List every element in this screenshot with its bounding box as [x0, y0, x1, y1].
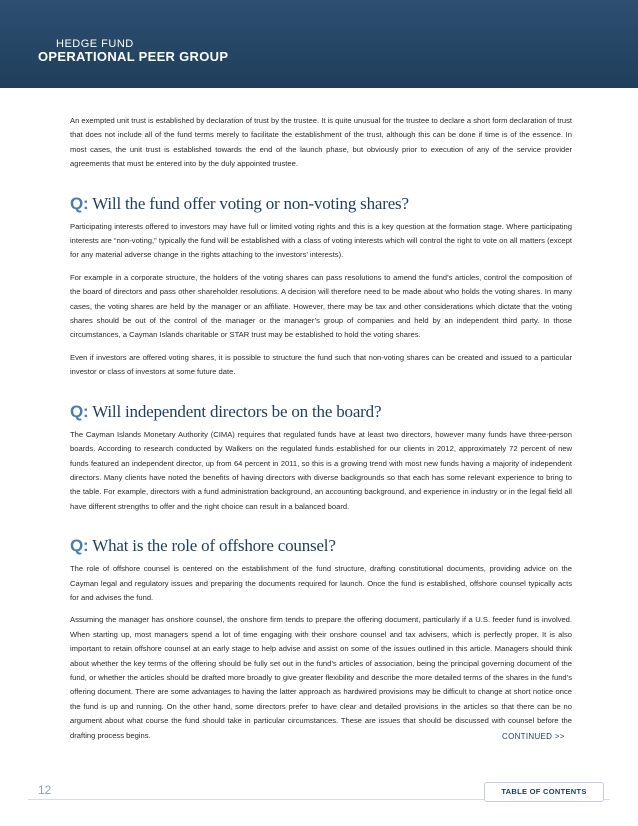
- section-independent-directors: [70, 402, 572, 514]
- brand-line-2: OPERATIONAL PEER GROUP: [38, 49, 229, 64]
- section-voting-shares: [70, 194, 572, 380]
- question-marker: Q:: [70, 536, 89, 556]
- paragraph: Assuming the manager has onshore counsel, the onshore firm tends to prepare the offering document, particularly if a U.S. feeder fund is involved. When starting up, most managers spend a lot of time engaging with their onshore counsel and tax advisers, which is perfectly proper. It is also important to retain offshore counsel at an early stage to help advise and assist on some of the issues outlined in this article. Managers should think about whether the key terms of the offering should be fully set out in the fund’s articles of association, being the principal governing document of the fund, or whether the articles should be drafted more broadly to give greater flexibility and describe the more detailed terms of the shares in the fund’s offering document. There are some advantages to having the latter approach as hardwired provisions may be difficult to change at short notice once the fund is up and running. On the other hand, some directors prefer to have clear and detailed provisions in the articles so that there can be no argument about what course the fund should take in particular circumstances. These are issues that should be discussed with counsel before the drafting process begins.: [70, 615, 572, 740]
- section-offshore-counsel: [70, 536, 572, 743]
- brand-logo: [38, 38, 228, 64]
- page-number: 12: [38, 783, 52, 797]
- continued-link[interactable]: CONTINUED >>: [502, 732, 565, 741]
- article-body: [70, 114, 572, 751]
- question-marker: Q:: [70, 401, 89, 421]
- question-marker: Q:: [70, 193, 89, 213]
- brand-line-1: HEDGE FUND: [56, 38, 134, 50]
- paragraph: For example in a corporate structure, the holders of the voting shares can pass resolutions to amend the fund’s articles, control the composition of the board of directors and pass other shareholder resolutions. A decision will therefore need to be made about who holds the voting shares. In many cases, the voting shares are held by the manager or an affiliate. However, there may be tax and other considerations which dictate that the voting shares should be out of the control of the manager or the manager’s group of companies and held by an independent third party. In those circumstances, a Cayman Islands charitable or STAR trust may be established to hold the voting shares.: [70, 272, 572, 340]
- section-heading: [70, 402, 572, 422]
- table-of-contents-button[interactable]: TABLE OF CONTENTS: [484, 782, 604, 802]
- section-title: What is the role of offshore counsel?: [92, 536, 336, 556]
- paragraph: The role of offshore counsel is centered on the establishment of the fund structure, drafting constitutional documents, providing advice on the Cayman legal and regulatory issues and preparing the documents required for launch. Once the fund is established, offshore counsel typically acts for and advises the fund.: [70, 564, 572, 602]
- section-heading: [70, 194, 572, 214]
- page-header: [0, 0, 638, 88]
- section-heading: [70, 536, 572, 556]
- section-title: Will independent directors be on the board?: [92, 401, 382, 421]
- intro-paragraph: An exempted unit trust is established by declaration of trust by the trustee. It is quite unusual for the trustee to declare a short form declaration of trust that does not include all of the fund terms merely to facilitate the establishment of the trust, although this can be done if time is of the essence. In most cases, the unit trust is established towards the end of the launch phase, but obviously prior to execution of any of the service provider agreements that must be entered into by the duly appointed trustee.: [70, 116, 572, 169]
- paragraph: Even if investors are offered voting shares, it is possible to structure the fund such that non-voting shares can be created and issued to a particular investor or class of investors at some future date.: [70, 352, 572, 377]
- section-title: Will the fund offer voting or non-voting shares?: [92, 193, 409, 213]
- paragraph: The Cayman Islands Monetary Authority (CIMA) requires that regulated funds have at least two directors, however many funds have three-person boards. According to research conducted by Walkers on the regulated funds established for our clients in 2012, approximately 72 percent of new funds featured an independent director, up from 64 percent in 2011, so this is a growing trend with most new funds having a majority of independent directors. Many clients have noted the benefits of having directors with diverse backgrounds so that each has some relevant experience to bring to the table. For example, directors with a fund administration background, an accounting background, and experience in industry or in the legal field all have different strengths to offer and the right choice can result in a balanced board.: [70, 429, 572, 511]
- paragraph: Participating interests offered to investors may have full or limited voting rights and this is a key question at the formation stage. Where participating interests are “non-voting,” typically the fund will be established with a class of voting interests which will control the right to vote on all matters (except for any material adverse change in the rights attaching to the investors’ interests).: [70, 221, 572, 260]
